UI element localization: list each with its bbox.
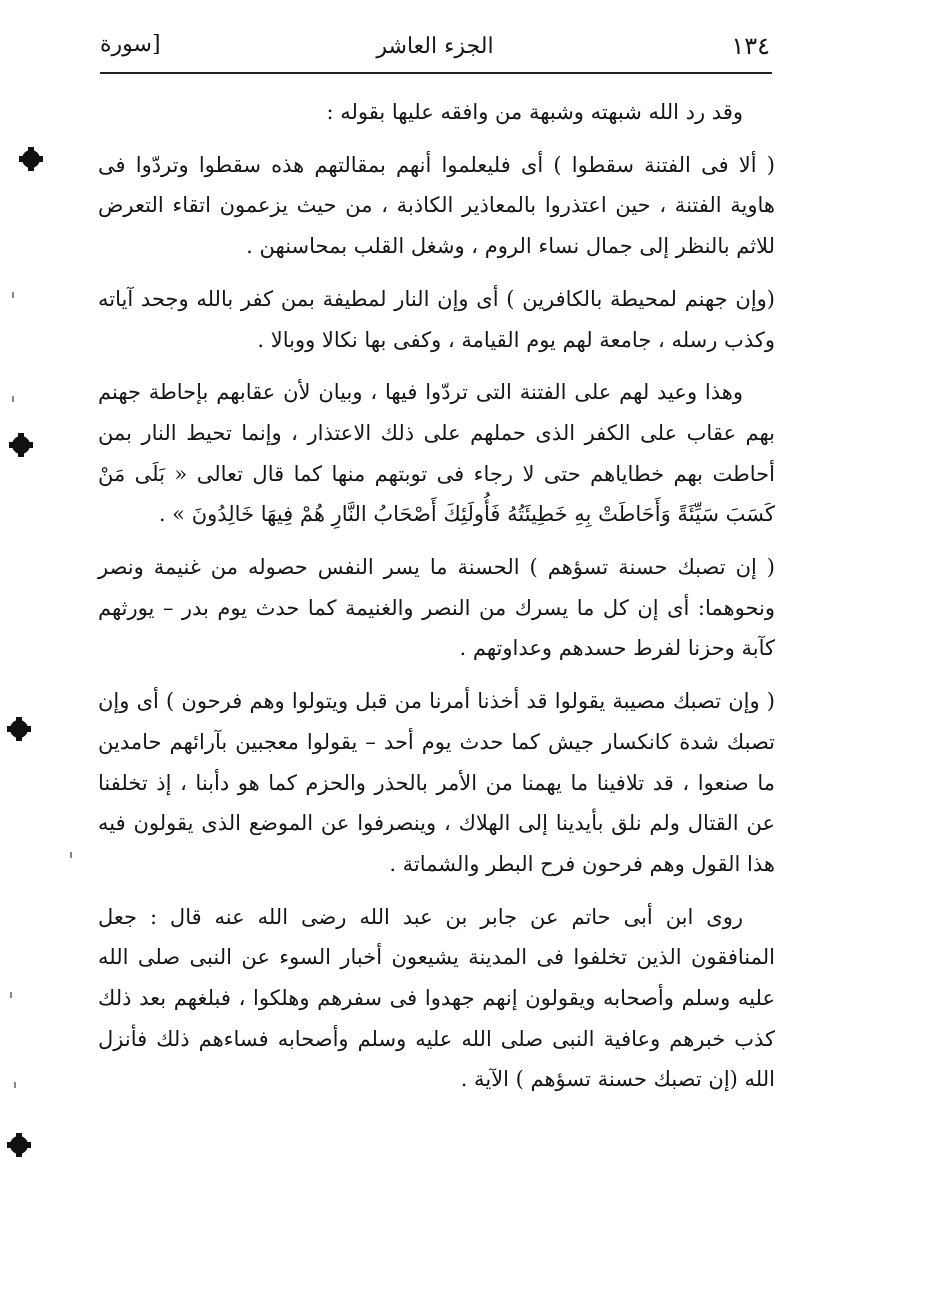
page-header <box>100 30 770 70</box>
binding-hole-mark <box>12 722 26 736</box>
scan-speck <box>12 292 14 298</box>
scan-speck <box>14 1082 16 1088</box>
paragraph-2: ( ألا فى الفتنة سقطوا ) أى فليعلموا أنهم بمقالتهم هذه سقطوا وتردّوا فى هاوية الفتنة ، حين اعتذروا بالمعاذير الكاذبة ، من حيث يزعمون اتقاء التعرض للاثم بالنظر إلى جمال نساء الروم ، وشغل القلب بمحاسنهن . <box>98 152 775 259</box>
paragraph-5: ( إن تصبك حسنة تسؤهم ) الحسنة ما يسر النفس حصوله من غنيمة ونصر ونحوهما: أى إن كل ما يسرك من النصر والغنيمة كما حدث يوم بدر – يورثهم كآبة وحزنا لفرط حسدهم وعداوتهم . <box>98 555 775 661</box>
page-body <box>98 92 775 1112</box>
scan-speck <box>12 396 14 402</box>
header-divider <box>100 72 772 74</box>
surah-label: [سورة <box>100 32 161 57</box>
paragraph-3: (وإن جهنم لمحيطة بالكافرين ) أى وإن النار لمطيفة بمن كفر بالله وجحد آياته وكذب رسله ، جامعة لهم يوم القيامة ، وكفى بها نكالا ووبالا . <box>98 286 775 352</box>
binding-hole-mark <box>24 152 38 166</box>
paragraph-4: وهذا وعيد لهم على الفتنة التى تردّوا فيها ، وبيان لأن عقابهم بإحاطة جهنم بهم عقاب على الكفر الذى حملهم على ذلك الاعتذار ، وإنما تحيط النار بمن أحاطت بهم خطاياهم حتى لا رجاء فى توبتهم منها كما قال تعالى « بَلَى مَنْ كَسَبَ سَيِّئَةً وَأَحَاطَتْ بِهِ خَطِيئَتُهُ فَأُولَئِكَ أَصْحَابُ النَّارِ هُمْ فِيهَا خَالِدُونَ » . <box>98 380 775 527</box>
part-title: الجزء العاشر <box>376 34 494 59</box>
binding-hole-mark <box>14 438 28 452</box>
paragraph-7: روى ابن أبى حاتم عن جابر بن عبد الله رضى الله عنه قال : جعل المنافقون الذين تخلفوا فى المدينة يشيعون أخبار السوء عن النبى صلى الله عليه وسلم وأصحابه ويقولون إنهم جهدوا فى سفرهم وهلكوا ، فبلغهم بعد ذلك كذب خبرهم وعافية النبى صلى الله عليه وسلم وأصحابه فساءهم ذلك فأنزل الله (إن تصبك حسنة تسؤهم ) الآية . <box>98 904 775 1092</box>
binding-hole-mark <box>12 1138 26 1152</box>
scan-speck <box>70 852 72 858</box>
paragraph-6: ( وإن تصبك مصيبة يقولوا قد أخذنا أمرنا من قبل ويتولوا وهم فرحون ) أى وإن تصبك شدة كانكسار جيش كما حدث يوم أحد – يقولوا معجبين بآرائهم حامدين ما صنعوا ، قد تلافينا ما يهمنا من الأمر بالحذر والحزم كما هو دأبنا ، إذ تخلفنا عن القتال ولم نلق بأيدينا إلى الهلاك ، وينصرفوا عن الموضع الذى يقولون فيه هذا القول وهم فرحون فرح البطر والشماتة . <box>98 689 775 876</box>
page-number: ١٣٤ <box>731 32 770 60</box>
paragraph-1: وقد رد الله شبهته وشبهة من وافقه عليها بقوله : <box>326 100 743 124</box>
scan-speck <box>10 992 12 998</box>
